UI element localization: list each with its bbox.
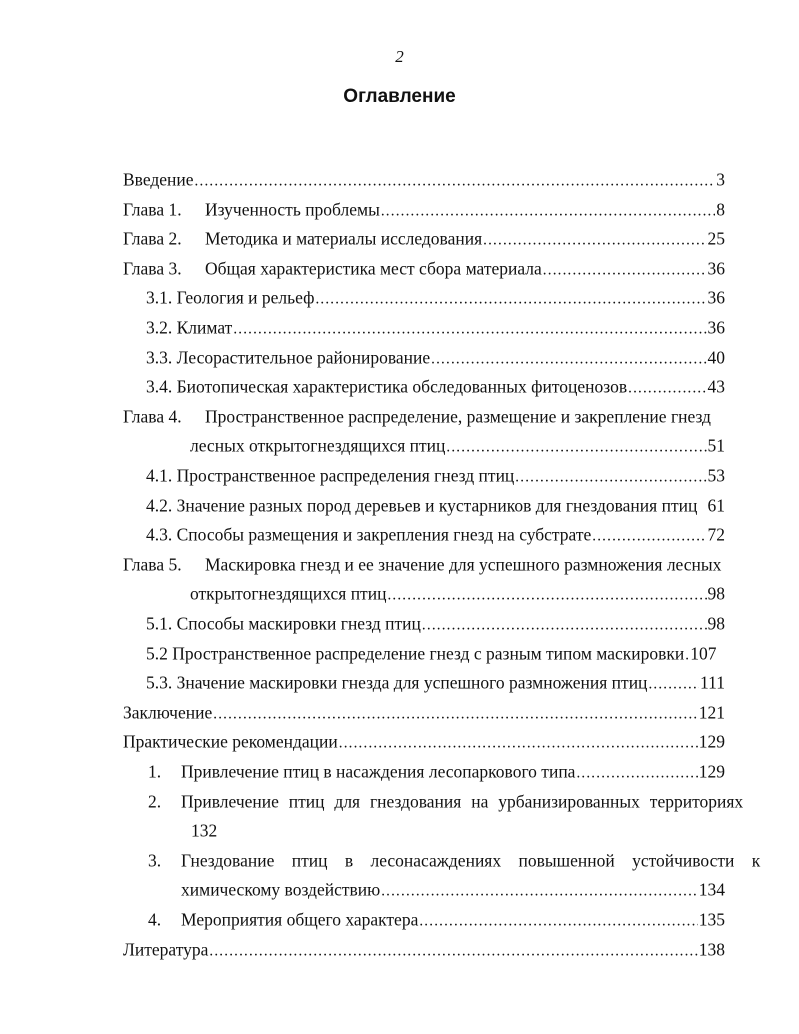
- toc-label: Заключение: [123, 701, 213, 723]
- dot-leader: [213, 699, 698, 729]
- toc-page: 107: [690, 642, 717, 664]
- toc-entry-recommendation-3-continued[interactable]: [181, 875, 725, 905]
- toc-entry-recommendation-2-page[interactable]: [191, 815, 291, 845]
- dot-leader: [339, 729, 698, 759]
- chapter-number: Глава 4.: [123, 405, 182, 427]
- toc-page: 36: [707, 286, 725, 308]
- toc-entry-section-4-2[interactable]: [146, 490, 725, 520]
- toc-label: 4.1. Пространственное распределения гнезд птиц: [146, 464, 515, 486]
- toc-label: открытогнездящихся птиц: [190, 582, 387, 604]
- toc-label: Пространственное распределение, размещение и закрепление гнезд: [205, 405, 711, 427]
- toc-page: 98: [707, 582, 725, 604]
- chapter-number: Глава 5.: [123, 553, 182, 575]
- toc-page: 132: [191, 819, 218, 841]
- toc-label: химическому воздействию: [181, 878, 381, 900]
- toc-page: 40: [707, 346, 725, 368]
- toc-page: 3: [716, 168, 725, 190]
- dot-leader: [381, 877, 698, 907]
- toc-page: 8: [716, 198, 725, 220]
- toc-entry-chapter-2[interactable]: [123, 223, 725, 253]
- toc-label: 3.1. Геология и рельеф: [146, 286, 315, 308]
- toc-entry-intro[interactable]: [123, 164, 725, 194]
- dot-leader: [576, 758, 697, 788]
- toc-page: 121: [698, 701, 725, 723]
- toc-label: 5.1. Способы маскировки гнезд птиц: [146, 612, 421, 634]
- toc-entry-recommendation-3[interactable]: [148, 845, 761, 875]
- toc-page: 51: [707, 434, 725, 456]
- toc-entry-conclusion[interactable]: [123, 697, 725, 727]
- dot-leader: [543, 255, 707, 285]
- toc-page: 25: [707, 227, 725, 249]
- toc-label: 4.3. Способы размещения и закрепления гнезд на субстрате: [146, 523, 592, 545]
- dot-leader: [209, 936, 697, 966]
- toc-label: Литература: [123, 938, 209, 960]
- toc-entry-section-5-2[interactable]: [146, 638, 725, 668]
- dot-leader: [592, 522, 706, 552]
- toc-entry-recommendations[interactable]: [123, 727, 725, 757]
- page-number: 2: [395, 47, 404, 66]
- dot-leader: [628, 374, 706, 404]
- toc-label: 3.4. Биотопическая характеристика обследованных фитоценозов: [146, 375, 628, 397]
- dot-leader: [381, 196, 715, 226]
- dot-leader: [483, 226, 706, 256]
- page-title: Оглавление: [343, 86, 456, 107]
- toc-label: Привлечение птиц для гнездования на урбанизированных территориях: [181, 790, 744, 812]
- toc-label: Маскировка гнезд и ее значение для успешного размножения лесных: [205, 553, 722, 575]
- toc-page: 135: [698, 908, 725, 930]
- toc-page: 72: [707, 523, 725, 545]
- toc-entry-section-3-3[interactable]: [146, 342, 725, 372]
- dot-leader: [195, 166, 716, 196]
- chapter-number: Глава 2.: [123, 227, 182, 249]
- toc-page: 134: [698, 878, 725, 900]
- dot-leader: [515, 462, 706, 492]
- item-number: 2.: [148, 790, 162, 812]
- toc-label: лесных открытогнездящихся птиц: [190, 434, 446, 456]
- toc-page: 53: [707, 464, 725, 486]
- toc-entry-chapter-5-continued[interactable]: [190, 579, 725, 609]
- toc-entry-section-3-2[interactable]: [146, 312, 725, 342]
- item-number: 4.: [148, 908, 162, 930]
- item-number: 1.: [148, 760, 162, 782]
- toc-entry-recommendation-4[interactable]: [148, 904, 725, 934]
- toc-page: 129: [698, 730, 725, 752]
- dot-leader: [387, 581, 706, 611]
- dot-leader: [315, 285, 706, 315]
- toc-label: 3.3. Лесорастительное районирование: [146, 346, 431, 368]
- toc-page: 98: [707, 612, 725, 634]
- toc-label: 5.2 Пространственное распределение гнезд с разным типом маскировки: [146, 642, 685, 664]
- toc-entry-section-4-3[interactable]: [146, 519, 725, 549]
- toc-entry-chapter-5[interactable]: [123, 549, 725, 579]
- toc-page: 138: [698, 938, 725, 960]
- toc-label: 4.2. Значение разных пород деревьев и кустарников для гнездования птиц: [146, 494, 698, 516]
- chapter-number: Глава 1.: [123, 198, 182, 220]
- dot-leader: [422, 610, 707, 640]
- toc-entry-section-3-4[interactable]: [146, 371, 725, 401]
- toc-label: Привлечение птиц в насаждения лесопаркового типа: [181, 760, 576, 782]
- toc-label: Мероприятия общего характера: [181, 908, 419, 930]
- dot-leader: [446, 433, 706, 463]
- toc-entry-section-5-1[interactable]: [146, 608, 725, 638]
- toc-entry-chapter-4-continued[interactable]: [190, 431, 725, 461]
- toc-label: 3.2. Климат: [146, 316, 233, 338]
- toc-label: Общая характеристика мест сбора материала: [205, 257, 542, 279]
- toc-label: Практические рекомендации: [123, 730, 338, 752]
- toc-entry-section-5-3[interactable]: [146, 667, 725, 697]
- toc-entry-recommendation-1[interactable]: [148, 756, 725, 786]
- toc-entry-section-3-1[interactable]: [146, 283, 725, 313]
- toc-label: Методика и материалы исследования: [205, 227, 483, 249]
- item-number: 3.: [148, 849, 162, 871]
- toc-page: 61: [707, 494, 725, 516]
- dot-leader: [685, 640, 689, 670]
- toc-label: Гнездование птиц в лесонасаждениях повышенной устойчивости к: [181, 849, 761, 871]
- toc-label: Изученность проблемы: [205, 198, 380, 220]
- dot-leader: [233, 314, 706, 344]
- toc-entry-chapter-4[interactable]: [123, 401, 725, 431]
- dot-leader: [648, 670, 699, 700]
- toc-label: Введение: [123, 168, 194, 190]
- toc-entry-chapter-3[interactable]: [123, 253, 725, 283]
- toc-label: 5.3. Значение маскировки гнезда для успешного размножения птиц: [146, 671, 648, 693]
- dot-leader: [431, 344, 706, 374]
- toc-entry-literature[interactable]: [123, 934, 725, 964]
- dot-leader: [419, 906, 697, 936]
- toc-page: 43: [707, 375, 725, 397]
- toc-entry-section-4-1[interactable]: [146, 460, 725, 490]
- toc-entry-recommendation-2[interactable]: [148, 786, 744, 816]
- chapter-number: Глава 3.: [123, 257, 182, 279]
- toc-page: 111: [700, 671, 725, 693]
- toc-page: 129: [698, 760, 725, 782]
- toc-page: 36: [707, 316, 725, 338]
- toc-entry-chapter-1[interactable]: [123, 194, 725, 224]
- toc-page: 36: [707, 257, 725, 279]
